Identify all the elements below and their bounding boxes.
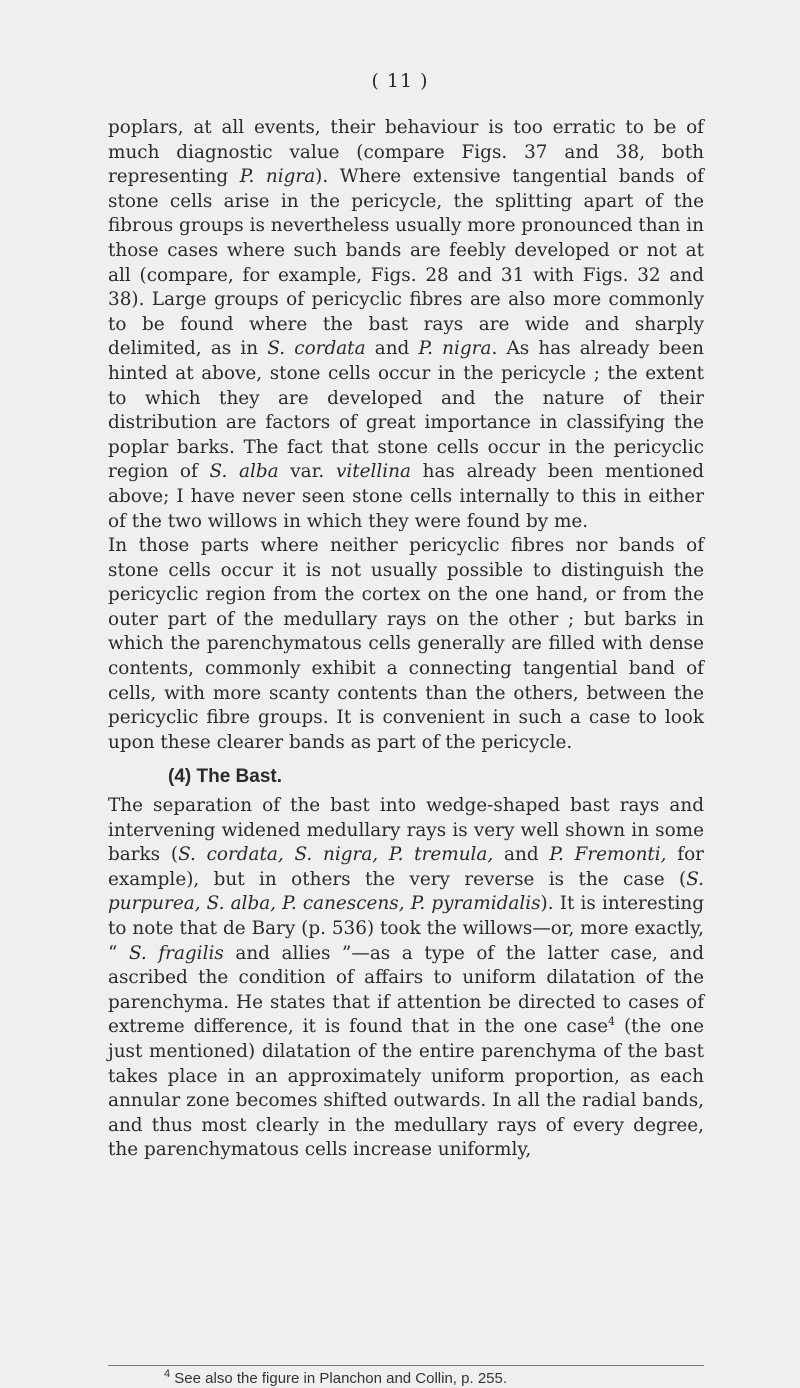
section-heading: (4) The Bast. [168,766,283,788]
italic-run: S. fragilis [128,942,224,964]
italic-run: vitellina [335,461,411,483]
italic-run: P. Fremonti, [549,844,667,866]
text-run: var. [278,461,336,483]
text-run: . As has already been hinted at above, stone cells occur in the pericycle ; the extent to which they are developed and the nature of their distribution are factors of great importance in classifying the poplar barks. The fact that stone cells occur in the pericyclic region of [108,338,705,483]
text-run: ). It is interesting to note that de Bary (p. 536) took the willows—or, more exactly, “ [108,893,704,964]
footnote-ref: 4 [608,1015,616,1029]
footnote-rule [108,1365,704,1366]
text-run: for example), but in others the very reverse is the case ( [108,844,704,890]
text-run: and [493,844,550,866]
italic-run: S. purpurea, S. alba, P. canescens, P. pyramidalis [108,868,704,915]
italic-run: S. alba [209,461,279,483]
text-run: poplars, at all events, their behaviour is too erratic to be of much diagnostic value (compare Figs. 37 and 38, both representing [108,117,704,188]
paragraph-1 [108,116,704,534]
footnote [164,1370,507,1387]
italic-run: P. nigra [418,338,492,360]
italic-run: P. nigra [239,166,316,188]
italic-run: S. cordata, S. nigra, P. tremula, [178,844,494,866]
text-run: and [365,338,419,360]
text-run: and allies ”—as a type of the latter case, and ascribed the condition of affairs to uniform dilatation of the parenchyma. He states that if attention be directed to cases of extreme difference, it is found that in the one case [108,942,704,1038]
paragraph-2: In those parts where neither pericyclic fibres nor bands of stone cells occur it is not usually possible to distinguish the pericyclic region from the cortex on the one hand, or from the outer part of the medullary rays on the other ; but barks in which the parenchymatous cells generally are filled with dense contents, commonly exhibit a connecting tangential band of cells, with more scanty contents than the others, between the pericyclic fibre groups. It is convenient in such a case to look upon these clearer bands as part of the pericycle. [108,535,704,753]
page-number: ( 11 ) [371,70,429,92]
text-run: ). Where extensive tangential bands of stone cells arise in the pericycle, the splitting apart of the fibrous groups is nevertheless usually more pronounced than in those cases where such bands are feebly developed or not at all (compare, for example, Figs. 28 and 31 with Figs. 32 and 38). Large groups of pericyclic fibres are also more commonly to be found where the bast rays are wide and sharply delimited, as in [108,166,704,360]
body-text [108,116,704,1163]
footnote-marker: 4 [164,1368,171,1380]
text-run: has already been mentioned above; I have never seen stone cells internally to this in either of the two willows in which they were found by me. [108,461,704,532]
text-run: (the one just mentioned) dilatation of the entire parenchyma of the bast takes place in an approximately uniform proportion, as each annular zone becomes shifted outwards. In all the radial bands, and thus most clearly in the medullary rays of every degree, the parenchymatous cells increase uniformly, [108,1016,704,1161]
italic-run: S. cordata [267,338,366,360]
paragraph-3 [108,794,704,1163]
footnote-text: See also the figure in Planchon and Collin, p. 255. [170,1370,508,1387]
text-run: The separation of the bast into wedge-shaped bast rays and intervening widened medullary rays is very well shown in some barks ( [108,795,704,866]
